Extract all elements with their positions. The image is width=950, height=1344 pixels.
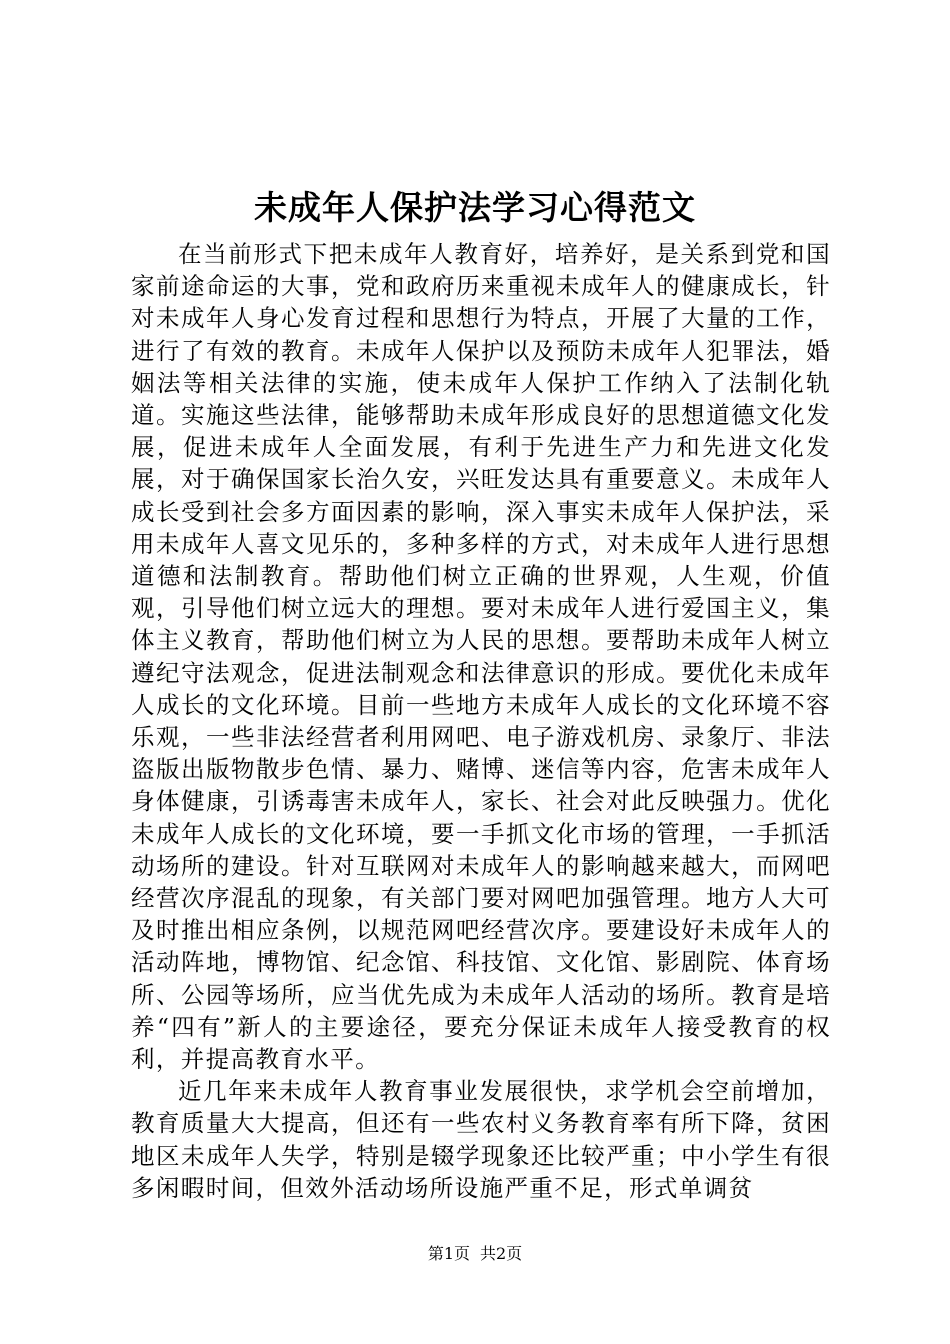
- page-total: 共2页: [480, 1244, 523, 1263]
- page-footer: [0, 1243, 950, 1265]
- page-number: 第1页: [427, 1244, 470, 1263]
- paragraph: 近几年来未成年人教育事业发展很快，求学机会空前增加，教育质量大大提高，但还有一些农村义务教育率有所下降，贫困地区未成年人失学，特别是辍学现象还比较严重；中小学生有很多闲暇时间，但效外活动场所设施严重不足，形式单调贫: [131, 1077, 831, 1202]
- paragraph: 在当前形式下把未成年人教育好，培养好，是关系到党和国家前途命运的大事，党和政府历来重视未成年人的健康成长，针对未成年人身心发育过程和思想行为特点，开展了大量的工作，进行了有效的教育。未成年人保护以及预防未成年人犯罪法，婚姻法等相关法律的实施，使未成年人保护工作纳入了法制化轨道。实施这些法律，能够帮助未成年形成良好的思想道德文化发展，促进未成年人全面发展，有利于先进生产力和先进文化发展，对于确保国家长治久安，兴旺发达具有重要意义。未成年人成长受到社会多方面因素的影响，深入事实未成年人保护法，采用未成年人喜文见乐的，多种多样的方式，对未成年人进行思想道德和法制教育。帮助他们树立正确的世界观，人生观，价值观，引导他们树立远大的理想。要对未成年人进行爱国主义，集体主义教育，帮助他们树立为人民的思想。要帮助未成年人树立遵纪守法观念，促进法制观念和法律意识的形成。要优化未成年人成长的文化环境。目前一些地方未成年人成长的文化环境不容乐观，一些非法经营者利用网吧、电子游戏机房、录象厅、非法盗版出版物散步色情、暴力、赌博、迷信等内容，危害未成年人身体健康，引诱毒害未成年人，家长、社会对此反映强力。优化未成年人成长的文化环境，要一手抓文化市场的管理，一手抓活动场所的建设。针对互联网对未成年人的影响越来越大，而网吧经营次序混乱的现象，有关部门要对网吧加强管理。地方人大可及时推出相应条例，以规范网吧经营次序。要建设好未成年人的活动阵地，博物馆、纪念馆、科技馆、文化馆、影剧院、体育场所、公园等场所，应当优先成为未成年人活动的场所。教育是培养“四有”新人的主要途径，要充分保证未成年人接受教育的权利，并提高教育水平。: [131, 240, 831, 1074]
- document-title: 未成年人保护法学习心得范文: [254, 188, 696, 227]
- document-body: [131, 238, 831, 1204]
